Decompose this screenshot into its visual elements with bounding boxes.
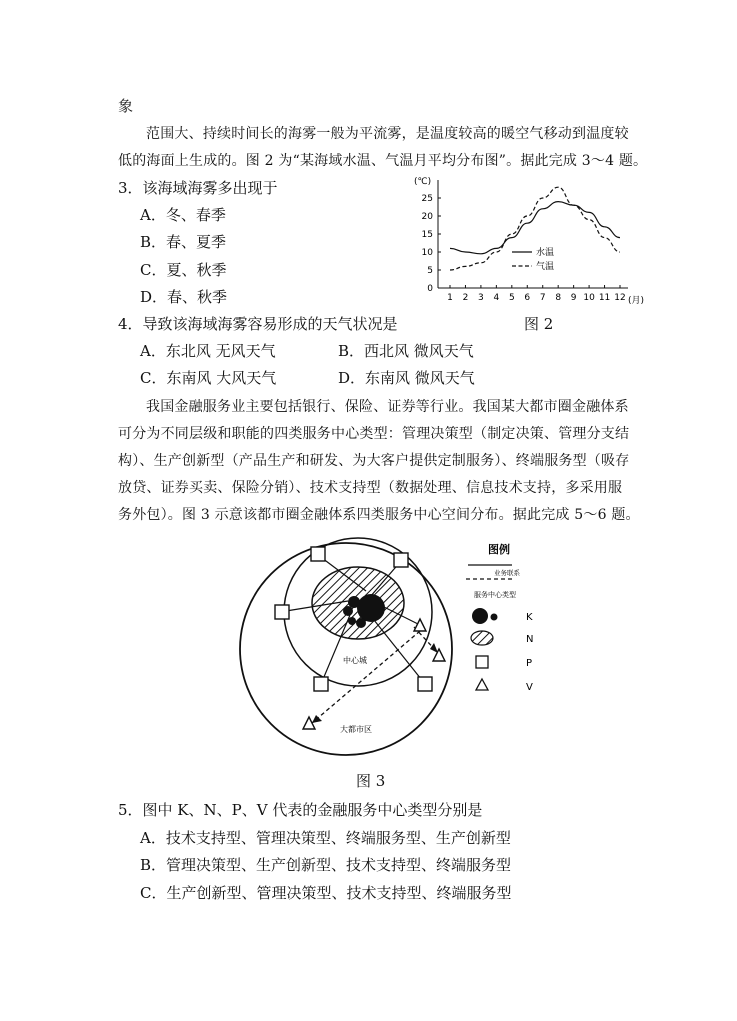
v-center [303,717,315,729]
legend-title: 图例 [488,543,510,556]
y-tick-label: 0 [427,284,433,294]
legend-link-label: 业务联系 [494,569,520,577]
k-center-large [357,594,385,622]
x-tick-label: 7 [539,293,546,303]
fig3-caption: 图 3 [356,772,386,790]
q5-option-b: B．管理决策型、生产创新型、技术支持型、终端服务型 [140,856,512,874]
series-line-water-temp [450,202,620,254]
passage1-line1: 范围大、持续时间长的海雾一般为平流雾，是温度较高的暖空气移动到温度较 [146,126,629,142]
x-tick-label: 2 [462,293,469,303]
x-tick-label: 1 [447,293,453,303]
q4-option-d: D．东南风 微风天气 [338,369,475,387]
chart-y-unit: (℃) [414,177,432,187]
x-tick-label: 9 [570,293,577,303]
legend-v-symbol [476,679,488,690]
chart-series [450,187,620,270]
legend-type-heading: 服务中心类型 [474,591,516,599]
p-center [275,605,289,619]
q5-option-c: C．生产创新型、管理决策型、技术支持型、终端服务型 [140,884,512,902]
passage2-line2: 可分为不同层级和职能的四类服务中心类型：管理决策型（制定决策、管理分支结 [118,426,630,442]
x-tick-label: 6 [524,293,531,303]
p-center [314,677,328,691]
q4-option-a: A．东北风 无风天气 [140,342,276,360]
q3-option-c: C．夏、秋季 [140,261,227,279]
x-tick-label: 5 [508,293,515,303]
y-tick-label: 5 [427,266,433,276]
x-tick-label: 4 [493,293,500,303]
k-center-small [356,618,366,628]
arrow-head [430,643,438,653]
legend-v-label: V [526,682,533,693]
y-tick-label: 10 [421,248,433,258]
p-center [394,553,408,567]
legend-label: 水温 [536,248,555,258]
page-fragment-text: 象 [118,97,134,115]
legend-k-label: K [526,612,533,623]
q4-option-c: C．东南风 大风天气 [140,369,277,387]
x-tick-label: 3 [478,293,484,303]
k-center-small [348,596,360,608]
passage1-line2: 低的海面上生成的。图 2 为“某海域水温、气温月平均分布图”。据此完成 3～4 题。 [118,153,648,169]
fig2-caption: 图 2 [524,315,554,333]
metro-area-label: 大都市区 [340,725,372,734]
y-tick-label: 25 [421,194,433,204]
fig2-temperature-chart [400,172,660,312]
k-center-small [343,606,353,616]
legend-p-symbol [476,656,488,668]
legend-k-large [472,608,488,624]
q3-option-a: A．冬、春季 [140,206,226,224]
passage2-line4: 放贷、证券买卖、保险分销）、技术支持型（数据处理、信息技术支持，多采用服 [118,480,623,496]
legend-label: 气温 [536,262,555,272]
legend-k-small [491,614,498,621]
y-tick-label: 20 [421,212,433,222]
x-tick-label: 11 [598,293,611,303]
q3-stem: 3．该海域海雾多出现于 [118,179,278,197]
x-tick-label: 8 [555,293,562,303]
v-center [414,619,426,631]
x-tick-label: 10 [583,293,595,303]
legend-n-symbol [471,631,493,645]
x-tick-label: 12 [614,293,626,303]
p-center [311,547,325,561]
q5-stem: 5．图中 K、N、P、V 代表的金融服务中心类型分别是 [118,801,483,819]
legend-p-label: P [526,658,533,669]
q3-option-d: D．春、秋季 [140,288,228,306]
q5-option-a: A．技术支持型、管理决策型、终端服务型、生产创新型 [140,829,511,847]
passage2-line3: 构）、生产创新型（产品生产和研发、为大客户提供定制服务）、终端服务型（吸存 [118,453,630,469]
central-city-label: 中心城 [343,656,367,665]
chart-legend [512,246,554,272]
k-center-small [348,617,356,625]
passage2-line5: 务外包）。图 3 示意该都市圈金融体系四类服务中心空间分布。据此完成 5～6 题。 [118,507,640,523]
q4-stem: 4．导致该海域海雾容易形成的天气状况是 [118,315,398,333]
arrow-head [312,715,322,723]
series-line-air-temp [450,187,620,270]
q4-option-b: B．西北风 微风天气 [338,342,474,360]
q3-option-b: B．春、夏季 [140,233,227,251]
y-tick-label: 15 [421,230,433,240]
passage2-line1: 我国金融服务业主要包括银行、保险、证券等行业。我国某大都市圈金融体系 [146,399,629,415]
chart-x-unit: (月) [628,296,645,306]
p-center [418,677,432,691]
fig3-metro-diagram [230,535,550,765]
legend-n-label: N [526,634,534,645]
